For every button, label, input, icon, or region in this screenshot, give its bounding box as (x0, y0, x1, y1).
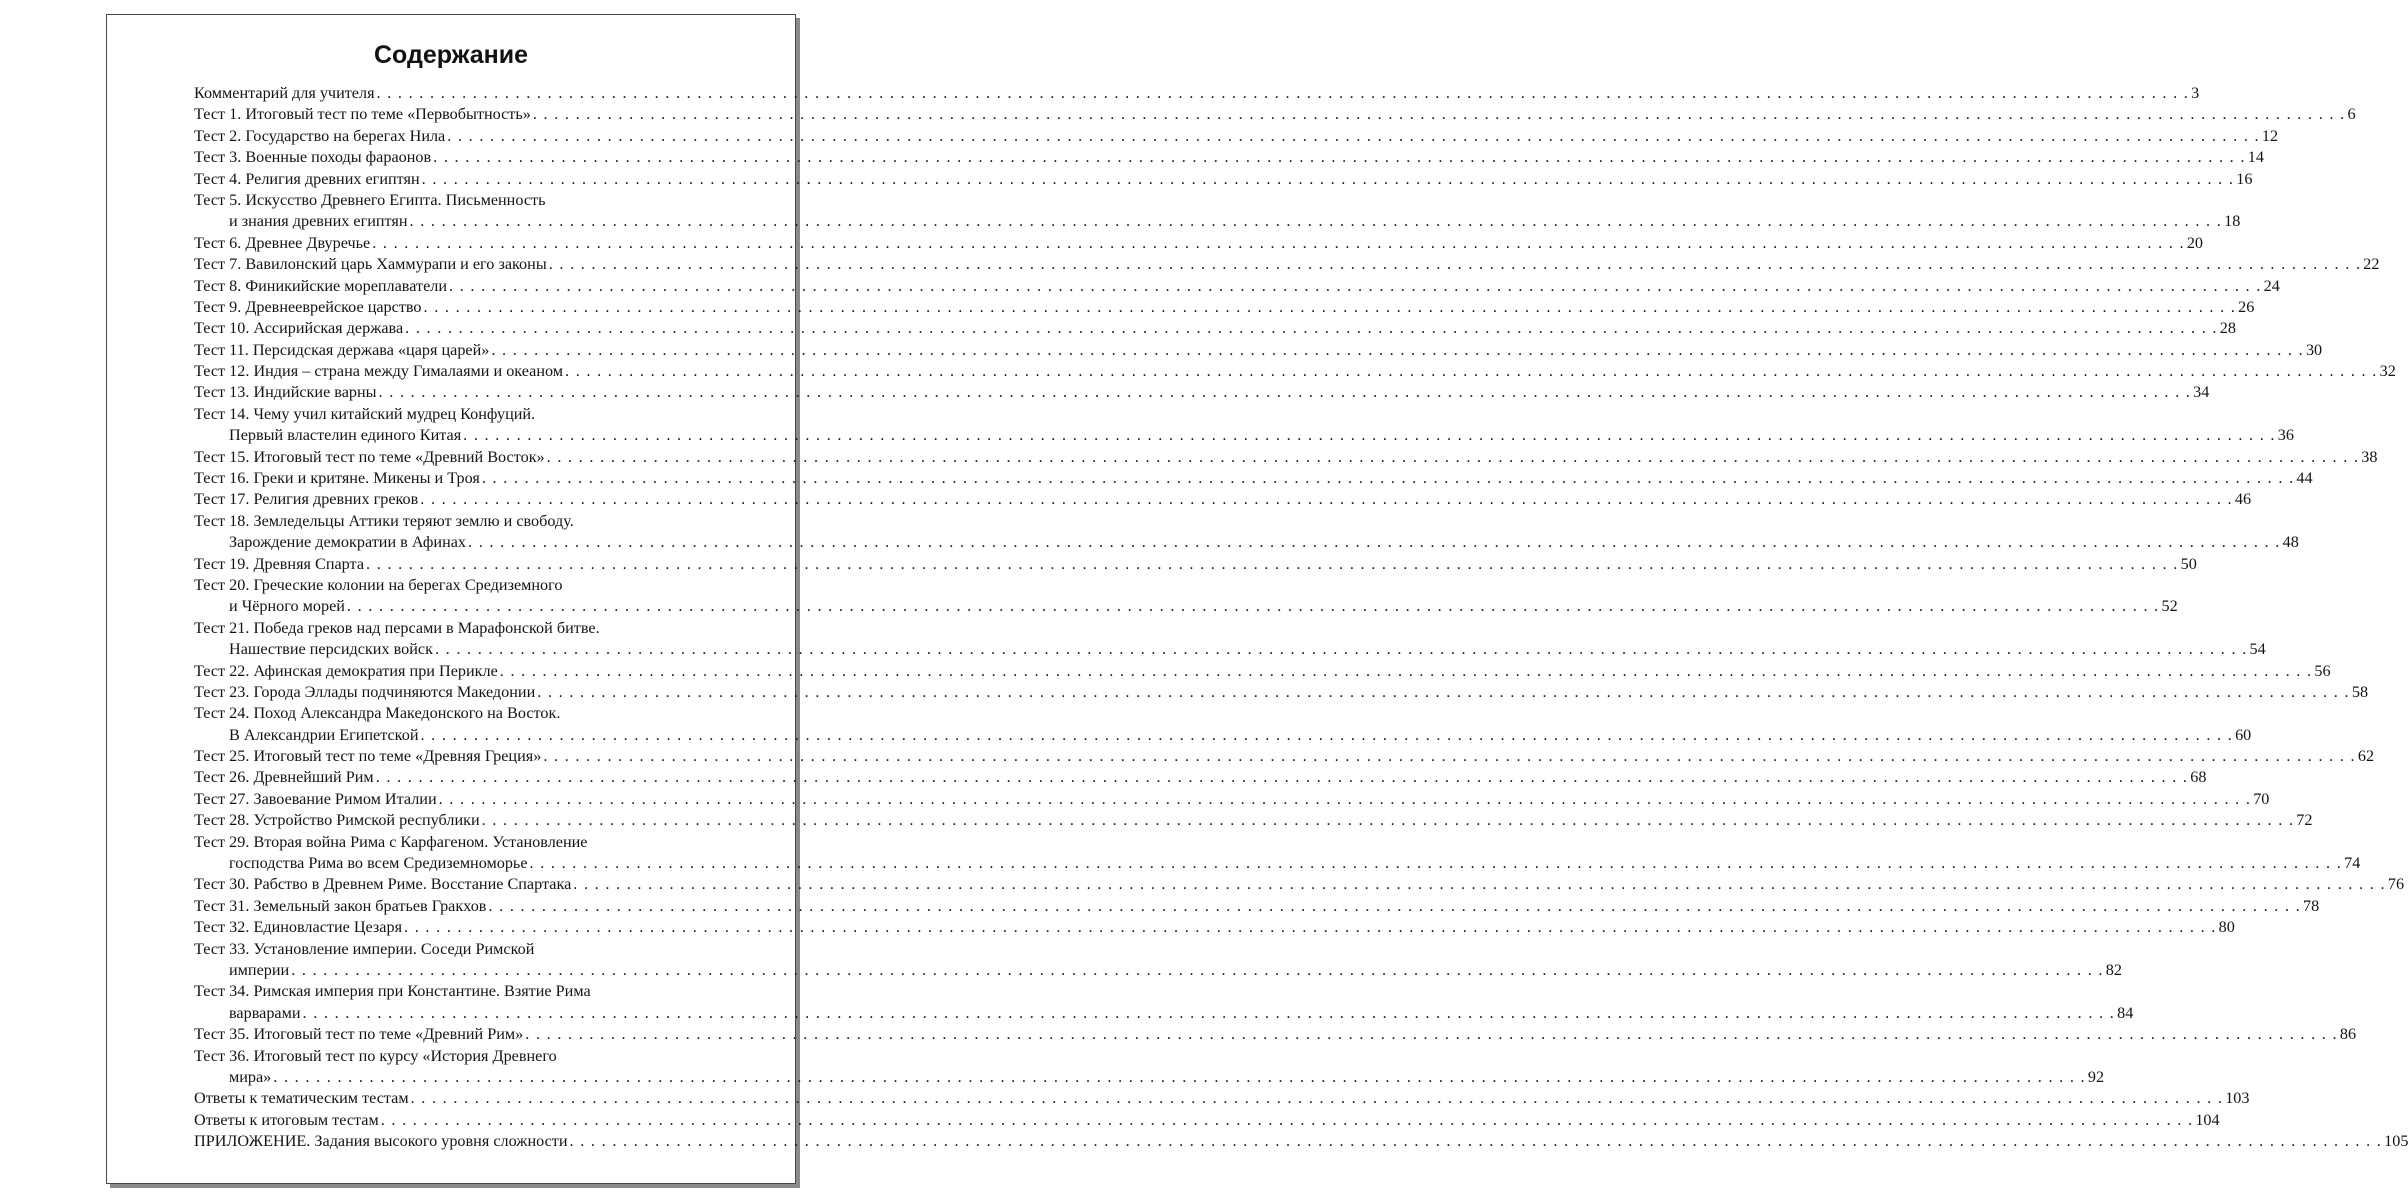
toc-entry-number: Тест 7. (194, 255, 246, 274)
toc-page-number: 92 (2087, 1067, 2105, 1086)
toc-page-number: 30 (2305, 340, 2323, 359)
toc-entry-line (194, 939, 712, 960)
toc-entry-line (194, 211, 2241, 232)
toc-entry-number: Тест 14. (194, 404, 254, 423)
toc-entry-number: Тест 10. (194, 319, 254, 338)
toc-leader-dots (525, 1024, 2338, 1045)
toc-page-number: 44 (2296, 469, 2313, 488)
toc-entry-number: Тест 18. (194, 511, 254, 530)
toc-page-number: 70 (2253, 789, 2270, 808)
toc-entry-line (194, 318, 2236, 339)
toc-entry-title: Искусство Древнего Египта. Письменность (245, 190, 546, 209)
toc-entry-title: Чему учил китайский мудрец Конфуций. (253, 404, 536, 423)
toc-leader-dots (463, 425, 2276, 446)
toc-entry-number: Тест 8. (194, 276, 246, 295)
toc-entry-number: Тест 15. (194, 447, 254, 466)
toc-leader-dots (422, 169, 2235, 190)
toc-entry-title: Ответы к итоговым тестам (194, 1110, 379, 1129)
toc-leader-dots (411, 1088, 2224, 1109)
table-of-contents (194, 83, 2408, 1153)
toc-entry-title: Религия древних греков (253, 490, 419, 509)
toc-leader-dots (549, 254, 2362, 275)
toc-page-number: 3 (2191, 83, 2200, 102)
toc-entry-title: империи (229, 961, 290, 979)
toc-leader-dots (379, 382, 2192, 403)
toc-entry-line (194, 297, 2255, 318)
toc-entry-title: господства Рима во всем Средиземноморье (229, 854, 528, 873)
toc-page-number: 56 (2314, 661, 2331, 680)
toc-entry-number: Тест 4. (194, 169, 246, 188)
toc-leader-dots (565, 361, 2378, 382)
toc-entry-number: Тест 1. (194, 105, 246, 124)
toc-page-number: 78 (2303, 896, 2320, 915)
toc-entry-line (194, 1067, 2105, 1088)
toc-entry-number: Тест 35. (194, 1025, 254, 1044)
toc-leader-dots (488, 896, 2301, 917)
toc-entry-title: Итоговый тест по теме «Древняя Греция» (253, 747, 542, 766)
toc-leader-dots (482, 468, 2295, 489)
toc-leader-dots (537, 682, 2350, 703)
toc-entry-title: и знания древних египтян (229, 212, 408, 231)
toc-entry-title: Персидская держава «царя царей» (252, 340, 490, 359)
toc-page-number: 82 (2105, 961, 2122, 979)
toc-entry-title: Итоговый тест по теме «Древний Восток» (253, 447, 545, 466)
toc-page-number: 62 (2357, 747, 2375, 766)
toc-entry-line (194, 768, 2207, 789)
toc-entry-number: Тест 31. (194, 896, 254, 915)
toc-page-number: 50 (2180, 554, 2197, 573)
toc-entry-number: Тест 25. (194, 747, 254, 766)
toc-entry-line (194, 404, 712, 425)
toc-entry-number: Тест 19. (194, 554, 254, 573)
toc-entry-number: Тест 2. (194, 126, 246, 145)
toc-page-number: 74 (2344, 854, 2361, 873)
toc-leader-dots (424, 297, 2237, 318)
toc-entry-line (194, 190, 712, 211)
toc-entry-title: Итоговый тест по теме «Древний Рим» (253, 1025, 524, 1044)
toc-page-number: 76 (2387, 875, 2405, 894)
toc-entry-title: Индия – страна между Гималаями и океаном (253, 362, 564, 381)
toc-entry-number: Тест 36. (194, 1046, 254, 1065)
toc-entry-title: Религия древних египтян (245, 169, 420, 188)
toc-page-number: 26 (2238, 297, 2255, 316)
toc-page-number: 12 (2261, 126, 2279, 145)
toc-entry-line (194, 789, 2270, 810)
toc-leader-dots (468, 532, 2281, 553)
toc-entry-title: Поход Александра Македонского на Восток. (253, 704, 561, 723)
toc-page-number: 36 (2277, 426, 2294, 445)
toc-entry-line (194, 874, 2405, 895)
toc-entry-line (194, 361, 2396, 382)
toc-leader-dots (381, 1110, 2194, 1131)
toc-leader-dots (376, 767, 2189, 788)
toc-leader-dots (420, 489, 2233, 510)
toc-entry-line (194, 83, 2200, 104)
toc-entry-title: В Александрии Египетской (229, 725, 419, 744)
toc-entry-line (194, 126, 2279, 147)
toc-page-number: 54 (2249, 640, 2266, 659)
toc-page-number: 86 (2339, 1025, 2357, 1044)
toc-entry-line (194, 1088, 2250, 1109)
toc-entry-title: Завоевание Римом Италии (253, 789, 437, 808)
toc-page-number: 24 (2263, 276, 2280, 295)
toc-entry-line (194, 468, 2313, 489)
toc-entry-number: Тест 27. (194, 789, 254, 808)
toc-entry-line (194, 147, 2264, 168)
toc-page-number: 80 (2218, 918, 2235, 937)
toc-entry-title: Итоговый тест по курсу «История Древнего (253, 1046, 557, 1065)
toc-leader-dots (533, 104, 2346, 125)
toc-entry-number: Тест 21. (194, 618, 254, 637)
toc-page-number: 34 (2193, 383, 2210, 402)
toc-entry-line (194, 169, 2253, 190)
toc-entry-line (194, 233, 2203, 254)
toc-leader-dots (433, 147, 2246, 168)
toc-page-number: 20 (2186, 233, 2203, 252)
toc-entry-line (194, 832, 712, 853)
toc-page-number: 48 (2282, 533, 2299, 552)
toc-entry-line (194, 489, 2252, 510)
toc-entry-title: Единовластие Цезаря (253, 918, 403, 937)
toc-entry-title: Ассирийская держава (253, 319, 404, 338)
toc-entry-number: Тест 17. (194, 490, 254, 509)
toc-entry-title: Древнейший Рим (253, 768, 374, 787)
toc-leader-dots (500, 661, 2313, 682)
toc-page-number: 6 (2347, 105, 2356, 124)
toc-entry-number: Тест 12. (194, 362, 254, 381)
toc-entry-title: Земледельцы Аттики теряют землю и свободу. (253, 511, 574, 530)
toc-entry-line (194, 425, 2294, 446)
toc-entry-line (194, 661, 2331, 682)
toc-entry-title: Установление империи. Соседи Римской (253, 939, 535, 958)
toc-entry-number: Тест 34. (194, 982, 254, 1001)
toc-leader-dots (570, 1131, 2383, 1152)
toc-entry-line (194, 703, 712, 724)
toc-leader-dots (573, 874, 2386, 895)
toc-page-number: 28 (2219, 319, 2236, 338)
toc-entry-line (194, 447, 2378, 468)
toc-leader-dots (404, 917, 2217, 938)
toc-entry-title: Финикийские мореплаватели (245, 276, 448, 295)
toc-entry-line (194, 853, 2361, 874)
toc-entry-line (194, 1110, 2220, 1131)
toc-entry-number: Тест 20. (194, 575, 254, 594)
toc-entry-line (194, 554, 2197, 575)
toc-entry-line (194, 639, 2266, 660)
toc-entry-line (194, 596, 2178, 617)
toc-entry-title: Афинская демократия при Перикле (253, 661, 498, 680)
toc-entry-line (194, 960, 2122, 981)
toc-leader-dots (366, 554, 2179, 575)
toc-leader-dots (273, 1067, 2086, 1088)
toc-entry-title: Военные походы фараонов (245, 148, 432, 167)
toc-leader-dots (291, 960, 2104, 981)
toc-entry-line (194, 1131, 2408, 1152)
toc-entry-line (194, 725, 2252, 746)
toc-leader-dots (405, 318, 2218, 339)
toc-page-number: 84 (2117, 1003, 2134, 1022)
toc-page-number: 22 (2363, 255, 2380, 274)
toc-entry-number: Тест 30. (194, 875, 254, 894)
toc-entry-line (194, 511, 712, 532)
toc-entry-title: Устройство Римской республики (253, 811, 480, 830)
toc-entry-title: Древнее Двуречье (245, 233, 371, 252)
toc-entry-title: Древняя Спарта (253, 554, 364, 573)
toc-page-number: 18 (2224, 212, 2241, 231)
toc-leader-dots (377, 83, 2190, 104)
toc-entry-title: Рабство в Древнем Риме. Восстание Спартака (253, 875, 572, 894)
toc-entry-title: Ответы к тематическим тестам (194, 1089, 409, 1108)
toc-entry-line (194, 382, 2210, 403)
toc-entry-number: Тест 5. (194, 190, 246, 209)
toc-page-number: 32 (2379, 362, 2396, 381)
toc-entry-line (194, 981, 712, 1002)
toc-entry-line (194, 340, 2323, 361)
toc-entry-title: мира» (229, 1067, 272, 1086)
toc-page-number: 105 (2384, 1132, 2408, 1151)
toc-entry-line (194, 532, 2299, 553)
toc-entry-number: Тест 24. (194, 704, 254, 723)
toc-leader-dots (372, 233, 2185, 254)
toc-leader-dots (435, 639, 2248, 660)
toc-page-number: 46 (2234, 490, 2252, 509)
toc-entry-line (194, 810, 2313, 831)
toc-entry-title: Государство на берегах Нила (245, 126, 446, 145)
toc-entry-line (194, 746, 2375, 767)
toc-page-number: 104 (2195, 1110, 2220, 1129)
toc-leader-dots (303, 1003, 2116, 1024)
toc-page-number: 60 (2235, 725, 2252, 744)
toc-entry-line (194, 896, 2320, 917)
toc-leader-dots (347, 596, 2160, 617)
toc-entry-number: Тест 22. (194, 661, 254, 680)
toc-entry-number: Тест 3. (194, 148, 246, 167)
toc-leader-dots (482, 810, 2295, 831)
toc-entry-title: Победа греков над персами в Марафонской битве. (253, 618, 600, 637)
toc-entry-title: и Чёрного морей (229, 597, 345, 616)
toc-entry-line (194, 104, 2356, 125)
toc-entry-line (194, 575, 712, 596)
toc-entry-line (194, 254, 2380, 275)
toc-entry-title: Города Эллады подчиняются Македонии (253, 682, 536, 701)
toc-entry-number: Тест 6. (194, 233, 246, 252)
toc-entry-title: Итоговый тест по теме «Первобытность» (245, 105, 531, 124)
toc-leader-dots (547, 447, 2360, 468)
toc-entry-title: Греки и критяне. Микены и Троя (253, 469, 480, 488)
toc-entry-title: Первый властелин единого Китая (229, 426, 462, 445)
toc-entry-number: Тест 29. (194, 832, 254, 851)
toc-page-number: 58 (2351, 682, 2369, 701)
toc-entry-line (194, 618, 712, 639)
toc-entry-title: Нашествие персидских войск (229, 640, 433, 659)
toc-page-number: 38 (2361, 447, 2378, 466)
toc-entry-line (194, 276, 2280, 297)
document-page (106, 14, 2408, 1184)
toc-entry-line (194, 917, 2235, 938)
toc-entry-title: Зарождение демократии в Афинах (229, 533, 467, 552)
toc-page-number: 16 (2236, 169, 2253, 188)
toc-entry-number: Тест 16. (194, 469, 254, 488)
toc-page-number: 52 (2161, 597, 2178, 616)
toc-entry-number: Тест 32. (194, 918, 254, 937)
toc-leader-dots (449, 276, 2262, 297)
toc-entry-title: Земельный закон братьев Гракхов (253, 896, 487, 915)
toc-entry-title: Комментарий для учителя (194, 83, 375, 102)
toc-entry-line (194, 1046, 712, 1067)
toc-leader-dots (530, 853, 2343, 874)
toc-page-number: 72 (2296, 811, 2313, 830)
toc-page-number: 68 (2190, 768, 2207, 787)
toc-entry-number: Тест 28. (194, 811, 254, 830)
toc-entry-title: варварами (229, 1003, 301, 1022)
toc-page-number: 103 (2225, 1089, 2250, 1108)
toc-leader-dots (420, 725, 2233, 746)
toc-entry-title: Вторая война Рима с Карфагеном. Установление (253, 832, 588, 851)
toc-page-number: 14 (2247, 148, 2264, 167)
toc-leader-dots (543, 746, 2356, 767)
page-title: Содержание (373, 41, 529, 69)
toc-entry-title: Древнееврейское царство (245, 297, 422, 316)
toc-entry-title: Римская империя при Константине. Взятие Рима (253, 982, 591, 1001)
toc-entry-number: Тест 26. (194, 768, 254, 787)
toc-entry-line (194, 682, 2369, 703)
toc-entry-line (194, 1024, 2357, 1045)
toc-entry-number: Тест 9. (194, 297, 246, 316)
toc-entry-title: Вавилонский царь Хаммурапи и его законы (245, 255, 547, 274)
toc-entry-line (194, 1003, 2134, 1024)
toc-entry-number: Тест 11. (194, 340, 253, 359)
toc-entry-title: ПРИЛОЖЕНИЕ. Задания высокого уровня сложности (194, 1132, 568, 1151)
toc-entry-title: Индийские варны (253, 383, 377, 402)
toc-entry-number: Тест 23. (194, 682, 254, 701)
toc-entry-number: Тест 33. (194, 939, 254, 958)
toc-leader-dots (439, 789, 2252, 810)
toc-entry-number: Тест 13. (194, 383, 254, 402)
toc-leader-dots (491, 340, 2304, 361)
toc-leader-dots (410, 211, 2223, 232)
toc-leader-dots (447, 126, 2260, 147)
toc-entry-title: Греческие колонии на берегах Средиземного (253, 575, 563, 594)
